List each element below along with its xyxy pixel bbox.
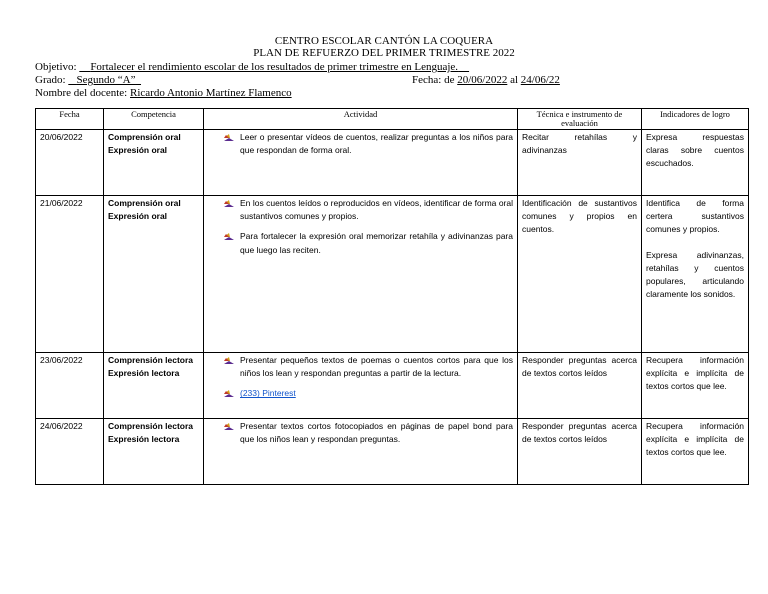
header-actividad: Actividad — [204, 109, 518, 130]
cell-indicadores — [642, 196, 749, 353]
competencia-item: Comprensión lectora — [108, 355, 194, 365]
cell-indicadores — [642, 353, 749, 419]
table-row — [36, 419, 749, 485]
cell-competencia — [104, 419, 204, 485]
cell-fecha: 21/06/2022 — [36, 196, 104, 353]
activity-item: Presentar textos cortos fotocopiados en páginas de papel bond para que los niños lean y respondan preguntas. — [240, 420, 513, 446]
grado-value: Segundo “A” — [76, 74, 136, 86]
indicador-item: Identifica de forma certera sustantivos comunes y propios. — [646, 198, 744, 235]
objetivo-value: Fortalecer el rendimiento escolar de los resultados de primer trimestre en Lenguaje. — [90, 61, 459, 73]
table-row — [36, 130, 749, 196]
header-competencia: Competencia — [104, 109, 204, 130]
school-title: CENTRO ESCOLAR CANTÓN LA COQUERA — [274, 35, 494, 47]
header-indicadores: Indicadores de logro — [642, 109, 749, 130]
activity-item: En los cuentos leídos o reproducidos en vídeos, identificar de forma oral sustantivos comunes y propios. — [240, 197, 513, 223]
table-row — [36, 196, 749, 353]
competencia-item: Comprensión lectora — [108, 421, 194, 431]
fecha-label: Fecha: de — [412, 74, 455, 86]
cell-competencia — [104, 130, 204, 196]
arrow-bullet-icon — [224, 200, 234, 208]
competencia-item: Expresión oral — [108, 211, 168, 222]
fecha-line — [412, 74, 560, 86]
activity-item: Leer o presentar vídeos de cuentos, realizar preguntas a los niños para que respondan de forma oral. — [240, 131, 513, 157]
cell-tecnica: Responder preguntas acerca de textos cortos leídos — [518, 419, 642, 485]
competencia-item: Expresión lectora — [108, 434, 180, 445]
arrow-bullet-icon — [224, 390, 234, 398]
competencia-item: Expresión lectora — [108, 368, 180, 379]
header-fecha: Fecha — [36, 109, 104, 130]
activity-link-item — [240, 387, 513, 400]
grado-line — [35, 74, 141, 86]
docente-line — [35, 87, 292, 99]
grado-label: Grado: — [35, 74, 66, 86]
cell-tecnica: Recitar retahílas y adivinanzas — [518, 130, 642, 196]
arrow-bullet-icon — [224, 233, 234, 241]
docente-value: Ricardo Antonio Martínez Flamenco — [130, 87, 292, 99]
fecha-start: 20/06/2022 — [457, 74, 508, 86]
indicador-item: Expresa respuestas claras sobre cuentos escuchados. — [646, 132, 744, 169]
arrow-bullet-icon — [224, 423, 234, 431]
cell-actividad — [204, 353, 518, 419]
activity-item: Presentar pequeños textos de poemas o cuentos cortos para que los niños los lean y respondan preguntas a partir de la lectura. — [240, 354, 513, 380]
pinterest-link[interactable]: (233) Pinterest — [240, 388, 296, 399]
cell-competencia — [104, 353, 204, 419]
fecha-end: 24/06/22 — [520, 74, 560, 86]
cell-actividad — [204, 419, 518, 485]
competencia-item: Comprensión oral — [108, 132, 181, 142]
header-tecnica: Técnica e instrumento de evaluación — [518, 109, 642, 130]
indicador-item: Recupera información explícita e implícita de textos cortos que lee. — [646, 355, 744, 392]
objetivo-line — [35, 61, 469, 73]
table-header-row — [36, 109, 749, 130]
cell-indicadores — [642, 419, 749, 485]
objetivo-label: Objetivo: — [35, 61, 77, 73]
cell-indicadores — [642, 130, 749, 196]
cell-tecnica: Identificación de sustantivos comunes y propios en cuentos. — [518, 196, 642, 353]
cell-fecha: 20/06/2022 — [36, 130, 104, 196]
indicador-item: Expresa adivinanzas, retahílas y cuentos populares, articulando claramente los sonidos. — [646, 249, 744, 300]
competencia-item: Expresión oral — [108, 145, 168, 156]
fecha-connector: al — [510, 74, 519, 86]
cell-actividad — [204, 130, 518, 196]
indicador-item: Recupera información explícita e implícita de textos cortos que lee. — [646, 421, 744, 458]
cell-fecha: 24/06/2022 — [36, 419, 104, 485]
arrow-bullet-icon — [224, 357, 234, 365]
docente-label: Nombre del docente: — [35, 87, 128, 99]
cell-competencia — [104, 196, 204, 353]
plan-table — [35, 108, 749, 485]
cell-tecnica: Responder preguntas acerca de textos cortos leídos — [518, 353, 642, 419]
arrow-bullet-icon — [224, 134, 234, 142]
plan-title: PLAN DE REFUERZO DEL PRIMER TRIMESTRE 2022 — [253, 47, 515, 59]
cell-fecha: 23/06/2022 — [36, 353, 104, 419]
cell-actividad — [204, 196, 518, 353]
activity-item: Para fortalecer la expresión oral memorizar retahíla y adivinanzas para que luego las reciten. — [240, 230, 513, 256]
table-row — [36, 353, 749, 419]
competencia-item: Comprensión oral — [108, 198, 181, 208]
